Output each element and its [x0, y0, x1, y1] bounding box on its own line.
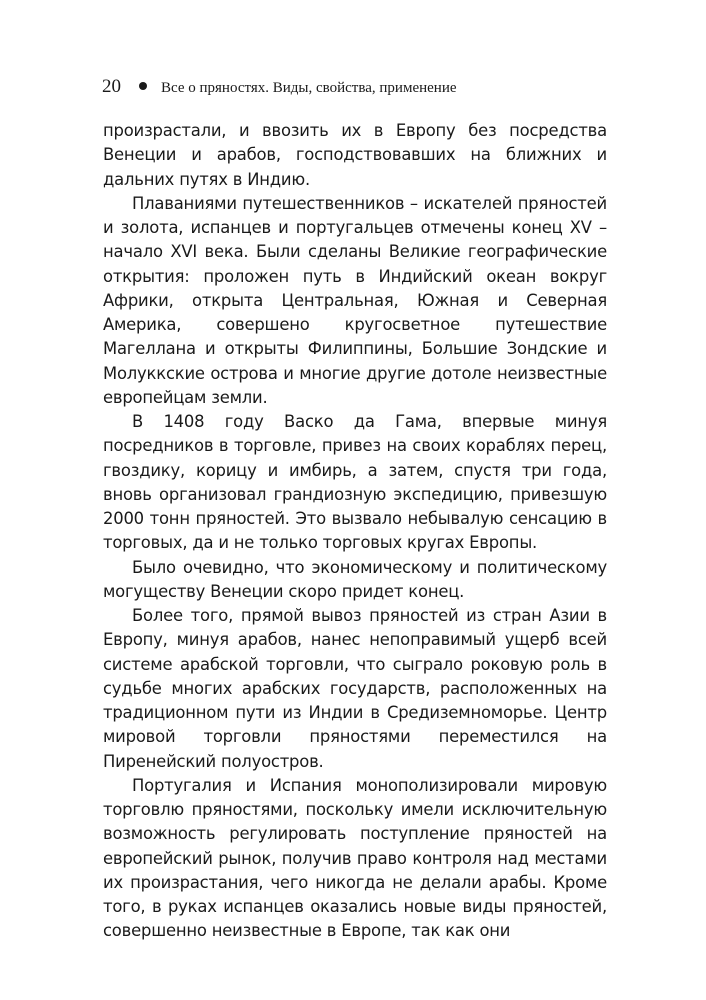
paragraph: Плаваниями путешественников – искателей пряностей и золота, испанцев и португальцев отмечены конец XV – начало XVI века. Были сделаны Великие географические открытия: проложен путь в Индийский океан вокруг Африки, открыта Центральная, Южная и Северная Америка, совершено кругосветное путешествие Магеллана и открыты Филиппины, Большие Зондские и Молуккские острова и многие другие дотоле неизвестные европейцам земли.: [103, 193, 607, 407]
running-title: Все о пряностях. Виды, свойства, применение: [161, 80, 457, 96]
paragraph: Более того, прямой вывоз пряностей из стран Азии в Европу, минуя арабов, нанес непоправимый ущерб всей системе арабской торговли, что сыграло роковую роль в судьбе многих арабских государств, расположенных на традиционном пути из Индии в Средиземноморье. Центр мировой торговли пряностями переместился на Пиренейский полуостров.: [103, 606, 607, 771]
bullet-separator-icon: [139, 82, 147, 90]
page-number: 20: [102, 76, 121, 97]
paragraph: В 1408 году Васко да Гама, впервые минуя посредников в торговле, привез на своих кораблях перец, гвоздику, корицу и имбирь, а затем, спустя три года, вновь организовал грандиозную экспедицию, привезшую 2000 тонн пряностей. Это вызвало небывалую сенсацию в торговых, да и не только торговых кругах Европы.: [103, 412, 607, 553]
running-head: [102, 76, 602, 100]
paragraph: Португалия и Испания монополизировали мировую торговлю пряностями, поскольку имели исключительную возможность регулировать поступление пряностей на европейский рынок, получив право контроля над местами их произрастания, чего никогда не делали арабы. Кроме того, в руках испанцев оказались новые виды пряностей, совершенно неизвестные в Европе, так как они: [103, 775, 607, 941]
paragraph-continuation: произрастали, и ввозить их в Европу без посредства Венеции и арабов, господствовавших на ближних и дальних путях в Индию.: [103, 121, 607, 189]
body-text: [103, 119, 607, 944]
paragraph: Было очевидно, что экономическому и политическому могуществу Венеции скоро придет конец.: [103, 557, 607, 601]
